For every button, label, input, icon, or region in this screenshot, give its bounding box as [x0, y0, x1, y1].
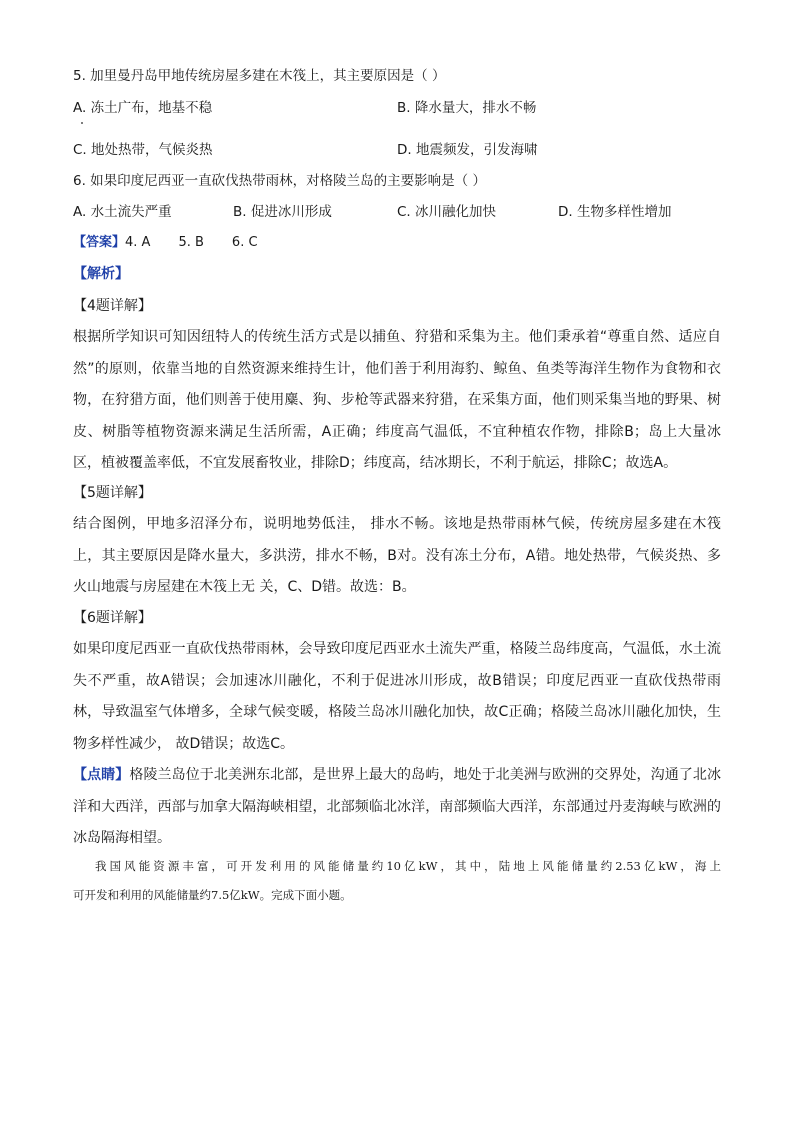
tip-label: 【点睛】 [73, 767, 130, 783]
paragraph-line: 冰岛隔海相望。 [73, 830, 171, 847]
answer-item: 4. A [125, 235, 151, 250]
answer-item: 5. B [178, 235, 204, 250]
answer-item: 6. C [231, 235, 258, 250]
next-question-intro [73, 852, 721, 910]
q5-option-a: A. 冻土广布，地基不稳 [73, 100, 213, 116]
detail5-heading: 【5题详解】 [73, 485, 152, 501]
q6-option-d: D. 生物多样性增加 [558, 204, 672, 220]
tip-first-line: 格陵兰岛位于北美洲东北部，是世界上最大的岛屿，地处于北美洲与欧洲的交界处，沟通了北冰 [129, 767, 722, 783]
paragraph-line: 皮、树脂等植物资源来满足生活所需，A正确；纬度高气温低，不宜种植农作物，排除B；岛上大量冰 [73, 423, 721, 440]
detail4-paragraph [73, 322, 721, 480]
q6-option-a: A. 水土流失严重 [73, 204, 172, 220]
paragraph-line: 火山地震与房屋建在木筏上无 关，C、D错。故选：B。 [73, 579, 416, 596]
detail6-heading: 【6题详解】 [73, 610, 152, 626]
paragraph-line: 林，导致温室气体增多，全球气候变暖，格陵兰岛冰川融化加快，故C正确；格陵兰岛冰川融化加快，生 [73, 704, 721, 721]
paragraph-line: 物，在狩猎方面，他们则善于使用麋、狗、步枪等武器来狩猎，在采集方面，他们则采集当地的野果、树 [73, 392, 721, 409]
tip-paragraph [73, 760, 721, 855]
paragraph-line: 区，植被覆盖率低，不宜发展畜牧业，排除D；纬度高，结冰期长，不利于航运，排除C；故选A。 [73, 455, 678, 472]
answer-label: 【答案】 [73, 235, 126, 250]
paragraph-line: 上，其主要原因是降水量大，多洪涝，排水不畅，B对。没有冻土分布，A错。地处热带，气候炎热、多 [73, 547, 721, 564]
q6-stem: 6. 如果印度尼西亚一直砍伐热带雨林，对格陵兰岛的主要影响是（ ） [73, 173, 486, 189]
paragraph-line: 结合图例，甲地多沼泽分布，说明地势低洼， 排水不畅。该地是热带雨林气候，传统房屋多建在木筏 [73, 516, 721, 532]
q5-stem: 5. 加里曼丹岛甲地传统房屋多建在木筏上，其主要原因是（ ） [73, 68, 446, 84]
paragraph-line: 然”的原则，依靠当地的自然资源来维持生计，他们善于利用海豹、鲸鱼、鱼类等海洋生物作为食物和衣 [73, 360, 721, 377]
intro-line: 我国风能资源丰富，可开发利用的风能储量约10亿kW，其中，陆地上风能储量约2.53亿kW，海上 [95, 859, 721, 873]
q6-option-b: B. 促进冰川形成 [233, 204, 332, 220]
detail4-heading: 【4题详解】 [73, 298, 152, 314]
paragraph-line: 失不严重，故A错误；会加速冰川融化，不利于促进冰川形成，故B错误；印度尼西亚一直砍伐热带雨 [73, 672, 721, 689]
stray-dot [81, 122, 83, 124]
paragraph-line: 根据所学知识可知因纽特人的传统生活方式是以捕鱼、狩猎和采集为主。他们秉承着“尊重自然、适应自 [73, 329, 721, 345]
q5-option-c: C. 地处热带，气候炎热 [73, 142, 213, 158]
paragraph-line [73, 760, 721, 792]
detail5-paragraph [73, 509, 721, 604]
analysis-label: 【解析】 [73, 266, 129, 282]
q5-option-d: D. 地震频发，引发海啸 [397, 142, 538, 158]
paragraph-line: 如果印度尼西亚一直砍伐热带雨林，会导致印度尼西亚水土流失严重，格陵兰岛纬度高，气温低，水土流 [73, 641, 721, 657]
paragraph-line: 洋和大西洋，西部与加拿大隔海峡相望，北部频临北冰洋，南部频临大西洋，东部通过丹麦海峡与欧洲的 [73, 798, 721, 815]
answer-line [73, 233, 258, 253]
detail6-paragraph [73, 634, 721, 760]
q6-option-c: C. 冰川融化加快 [397, 204, 497, 220]
q5-option-b: B. 降水量大，排水不畅 [397, 100, 537, 116]
intro-line: 可开发和利用的风能储量约7.5亿kW。完成下面小题。 [73, 888, 352, 902]
paragraph-line: 物多样性减少， 故D错误；故选C。 [73, 735, 295, 752]
